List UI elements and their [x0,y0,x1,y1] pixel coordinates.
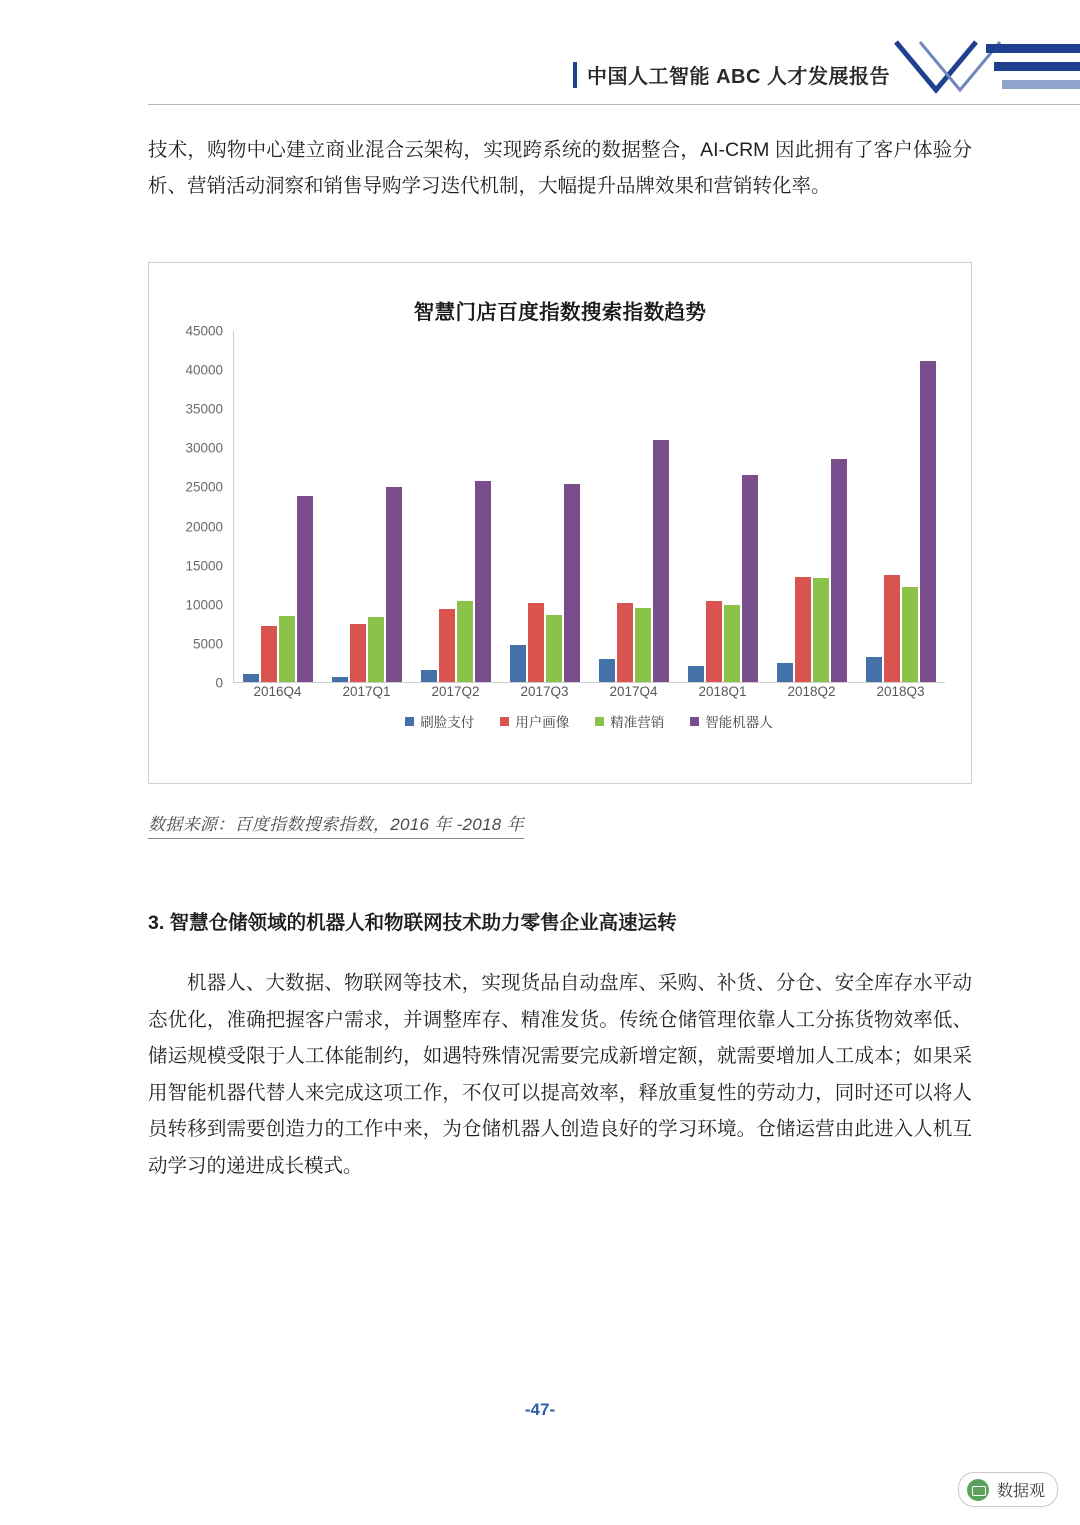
legend-label: 刷脸支付 [420,715,475,730]
bar [884,575,900,682]
legend-item [690,711,773,731]
bar [439,609,455,682]
bar [368,617,384,682]
bar [457,601,473,682]
x-tick: 2018Q3 [876,684,925,699]
bar [475,481,491,682]
header-accent-bar [573,62,577,88]
y-tick: 0 [215,675,223,691]
bar [795,577,811,682]
x-tick: 2018Q2 [787,684,836,699]
y-tick: 25000 [185,479,223,495]
bar-group [590,331,679,682]
bar [510,645,526,682]
bar [617,603,633,682]
bar [777,663,793,682]
bar-group [323,331,412,682]
legend-swatch-icon [405,717,414,726]
bar [902,587,918,682]
y-tick: 10000 [185,597,223,613]
bar [653,440,669,682]
bar [831,459,847,682]
paragraph-two: 机器人、大数据、物联网等技术，实现货品自动盘库、采购、补货、分仓、安全库存水平动态优化，准确把握客户需求，并调整库存、精准发货。传统仓储管理依靠人工分拣货物效率低、储运规模受限于人工体能制约，如遇特殊情况需要完成新增定额，就需要增加人工成本；如果采用智能机器代替人来完成这项工作，不仅可以提高效率，释放重复性的劳动力，同时还可以将人员转移到需要创造力的工作中来，为仓储机器人创造良好的学习环境。仓储运营由此进入人机互动学习的递进成长模式。 [148,972,972,1177]
legend-swatch-icon [690,717,699,726]
bar-group [856,331,945,682]
x-tick: 2017Q3 [520,684,569,699]
bar [350,624,366,682]
legend-label: 用户画像 [515,715,570,730]
chart-legend [233,711,945,731]
bar-group [678,331,767,682]
legend-label: 智能机器人 [705,715,773,730]
wechat-icon [967,1479,989,1501]
bar [866,657,882,682]
legend-item [405,711,474,731]
x-axis-tick-labels [233,684,945,699]
report-title: 中国人工智能 ABC 人才发展报告 [587,66,890,88]
bar [813,578,829,682]
paragraph-one: 技术，购物中心建立商业混合云架构，实现跨系统的数据整合，AI-CRM 因此拥有了客户体验分析、营销活动洞察和销售导购学习迭代机制，大幅提升品牌效果和营销转化率。 [148,139,972,197]
chart-figure [148,262,972,784]
x-tick: 2016Q4 [253,684,302,699]
x-tick: 2017Q2 [431,684,480,699]
bar [635,608,651,682]
bar-group [501,331,590,682]
section-subheading: 3. 智慧仓储领域的机器人和物联网技术助力零售企业高速运转 [148,912,677,934]
chart-title: 智慧门店百度指数搜索指数趋势 [413,301,707,324]
legend-swatch-icon [500,717,509,726]
bar [706,601,722,682]
y-axis-tick-labels [167,323,229,691]
x-tick: 2018Q1 [698,684,747,699]
watermark-badge [958,1472,1058,1507]
bar [332,677,348,682]
bar [564,484,580,682]
x-tick: 2017Q1 [342,684,391,699]
bar [528,603,544,682]
legend-item [500,711,569,731]
y-tick: 35000 [185,401,223,417]
y-tick: 45000 [185,323,223,339]
bar [724,605,740,682]
page-content [148,132,972,1184]
brand-logo-icon [890,38,1080,100]
source-note: 数据来源：百度指数搜索指数，2016 年 -2018 年 [148,810,524,839]
bar [742,475,758,682]
y-tick: 5000 [192,636,223,652]
y-tick: 20000 [185,519,223,535]
bar [243,674,259,682]
bar [297,496,313,682]
source-note-wrap [148,784,972,839]
bar [386,487,402,682]
legend-label: 精准营销 [610,715,665,730]
bar [546,615,562,682]
y-tick: 30000 [185,440,223,456]
bar-group-list [234,331,945,682]
bar-group [767,331,856,682]
chart-bars-container [233,331,945,683]
bar-group [234,331,323,682]
header-divider [148,104,1080,105]
y-tick: 40000 [185,362,223,378]
header-title-group [573,60,890,89]
bar [920,361,936,682]
bar [421,670,437,682]
watermark-label: 数据观 [996,1483,1045,1500]
bar [279,616,295,682]
bar [261,626,277,682]
chart-plot-area [167,323,953,730]
legend-item [595,711,664,731]
bar [688,666,704,682]
y-tick: 15000 [185,558,223,574]
legend-swatch-icon [595,717,604,726]
page-header [0,0,1080,110]
bar [599,659,615,682]
bar-group [412,331,501,682]
x-tick: 2017Q4 [609,684,658,699]
page-number: -47- [524,1400,556,1419]
